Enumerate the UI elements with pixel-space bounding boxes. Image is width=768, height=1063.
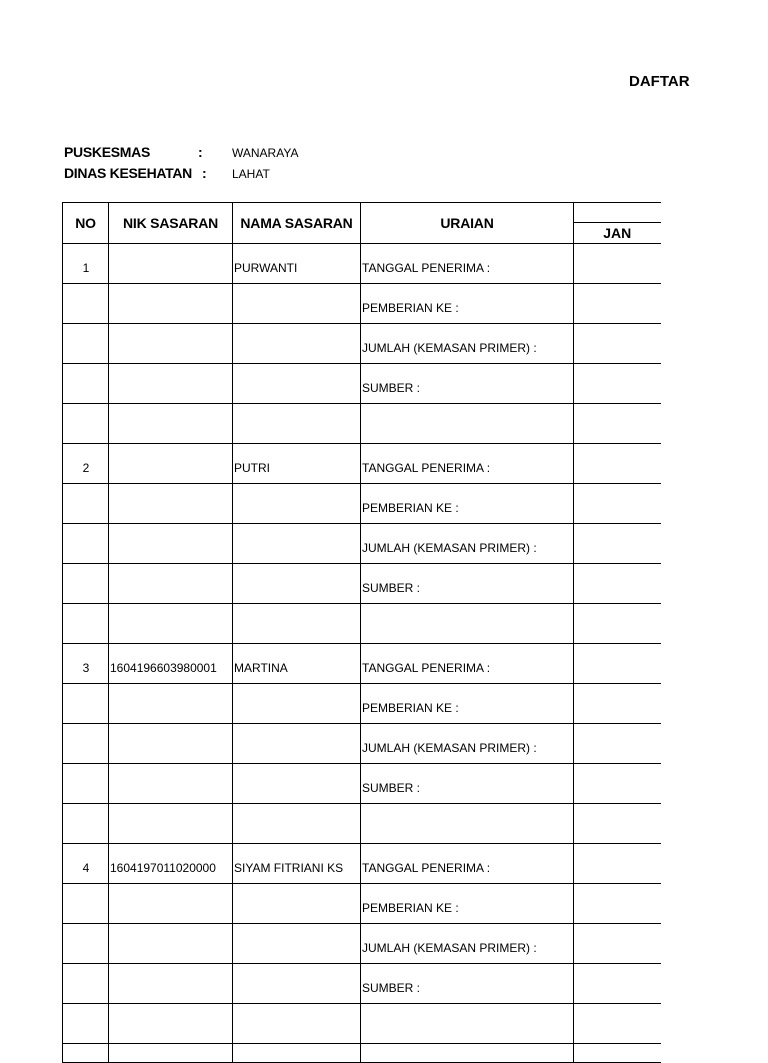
cell-nama-sasaran bbox=[233, 964, 361, 1004]
table-row-record bbox=[63, 844, 661, 884]
cell-uraian: TANGGAL PENERIMA : bbox=[361, 644, 574, 684]
cell-nik-sasaran bbox=[109, 244, 233, 284]
cell-nama-sasaran bbox=[233, 364, 361, 404]
cell-uraian: SUMBER : bbox=[361, 364, 574, 404]
cell-month-jan bbox=[574, 484, 661, 524]
header-month-group bbox=[574, 203, 661, 223]
cell-no bbox=[63, 1004, 109, 1044]
cell-nik-sasaran bbox=[109, 604, 233, 644]
cell-no bbox=[63, 764, 109, 804]
table-row bbox=[63, 604, 661, 644]
cell-nama-sasaran: PURWANTI bbox=[233, 244, 361, 284]
cell-nik-sasaran bbox=[109, 484, 233, 524]
cell-no bbox=[63, 884, 109, 924]
cell-uraian: PEMBERIAN KE : bbox=[361, 684, 574, 724]
dinas-kesehatan-value: LAHAT bbox=[232, 167, 270, 181]
table-row bbox=[63, 524, 661, 564]
header-nama-sasaran: NAMA SASARAN bbox=[233, 203, 361, 244]
cell-no bbox=[63, 364, 109, 404]
cell-no bbox=[63, 1044, 109, 1063]
cell-month-jan bbox=[574, 404, 661, 444]
cell-nik-sasaran bbox=[109, 1004, 233, 1044]
cell-no bbox=[63, 524, 109, 564]
table-row bbox=[63, 884, 661, 924]
cell-month-jan bbox=[574, 444, 661, 484]
cell-month-jan bbox=[574, 604, 661, 644]
cell-no bbox=[63, 964, 109, 1004]
cell-nama-sasaran bbox=[233, 524, 361, 564]
cell-uraian bbox=[361, 1044, 574, 1063]
table-row bbox=[63, 804, 661, 844]
cell-uraian: PEMBERIAN KE : bbox=[361, 284, 574, 324]
table-row bbox=[63, 364, 661, 404]
cell-nik-sasaran bbox=[109, 1044, 233, 1063]
cell-nama-sasaran bbox=[233, 764, 361, 804]
cell-month-jan bbox=[574, 724, 661, 764]
table-row bbox=[63, 964, 661, 1004]
dinas-kesehatan-colon: : bbox=[202, 165, 207, 181]
table-row bbox=[63, 564, 661, 604]
cell-month-jan bbox=[574, 564, 661, 604]
cell-month-jan bbox=[574, 684, 661, 724]
header-uraian: URAIAN bbox=[361, 203, 574, 244]
cell-no bbox=[63, 404, 109, 444]
table-row bbox=[63, 1004, 661, 1044]
header-month-jan: JAN bbox=[574, 223, 661, 244]
table-header-row bbox=[63, 203, 661, 223]
puskesmas-colon: : bbox=[198, 144, 203, 160]
cell-nik-sasaran bbox=[109, 884, 233, 924]
cell-uraian bbox=[361, 604, 574, 644]
cell-no bbox=[63, 324, 109, 364]
cell-nik-sasaran bbox=[109, 964, 233, 1004]
cell-uraian: TANGGAL PENERIMA : bbox=[361, 844, 574, 884]
cell-uraian bbox=[361, 804, 574, 844]
cell-uraian: SUMBER : bbox=[361, 764, 574, 804]
cell-no bbox=[63, 284, 109, 324]
cell-uraian: JUMLAH (KEMASAN PRIMER) : bbox=[361, 724, 574, 764]
cell-nama-sasaran bbox=[233, 1044, 361, 1063]
cell-nama-sasaran bbox=[233, 684, 361, 724]
cell-no bbox=[63, 604, 109, 644]
cell-nik-sasaran bbox=[109, 564, 233, 604]
cell-nama-sasaran bbox=[233, 604, 361, 644]
table-row bbox=[63, 1044, 661, 1063]
header-nik-sasaran: NIK SASARAN bbox=[109, 203, 233, 244]
cell-uraian: SUMBER : bbox=[361, 564, 574, 604]
cell-nama-sasaran: PUTRI bbox=[233, 444, 361, 484]
cell-month-jan bbox=[574, 284, 661, 324]
table-row bbox=[63, 404, 661, 444]
cell-month-jan bbox=[574, 244, 661, 284]
header-no: NO bbox=[63, 203, 109, 244]
cell-no bbox=[63, 724, 109, 764]
cell-no bbox=[63, 484, 109, 524]
table-row bbox=[63, 724, 661, 764]
cell-no: 1 bbox=[63, 244, 109, 284]
cell-nik-sasaran bbox=[109, 444, 233, 484]
cell-nama-sasaran bbox=[233, 284, 361, 324]
cell-no: 3 bbox=[63, 644, 109, 684]
cell-nama-sasaran bbox=[233, 884, 361, 924]
cell-nik-sasaran bbox=[109, 404, 233, 444]
cell-month-jan bbox=[574, 524, 661, 564]
cell-nama-sasaran bbox=[233, 564, 361, 604]
cell-nama-sasaran bbox=[233, 1004, 361, 1044]
cell-uraian: JUMLAH (KEMASAN PRIMER) : bbox=[361, 324, 574, 364]
cell-nik-sasaran bbox=[109, 364, 233, 404]
cell-month-jan bbox=[574, 764, 661, 804]
table-row bbox=[63, 484, 661, 524]
cell-month-jan bbox=[574, 804, 661, 844]
cell-uraian: JUMLAH (KEMASAN PRIMER) : bbox=[361, 924, 574, 964]
cell-uraian: TANGGAL PENERIMA : bbox=[361, 244, 574, 284]
cell-no bbox=[63, 564, 109, 604]
cell-month-jan bbox=[574, 1044, 661, 1063]
cell-nama-sasaran bbox=[233, 924, 361, 964]
puskesmas-value: WANARAYA bbox=[232, 146, 299, 160]
cell-no: 2 bbox=[63, 444, 109, 484]
cell-uraian: SUMBER : bbox=[361, 964, 574, 1004]
table-row bbox=[63, 684, 661, 724]
cell-nama-sasaran bbox=[233, 484, 361, 524]
document-title: DAFTAR bbox=[629, 73, 690, 90]
cell-month-jan bbox=[574, 884, 661, 924]
cell-nik-sasaran bbox=[109, 764, 233, 804]
table-row-record bbox=[63, 444, 661, 484]
cell-month-jan bbox=[574, 364, 661, 404]
cell-nik-sasaran: 1604196603980001 bbox=[109, 644, 233, 684]
cell-month-jan bbox=[574, 324, 661, 364]
cell-nama-sasaran: MARTINA bbox=[233, 644, 361, 684]
puskesmas-label: PUSKESMAS bbox=[64, 144, 150, 160]
cell-nik-sasaran bbox=[109, 284, 233, 324]
cell-nik-sasaran bbox=[109, 684, 233, 724]
cell-month-jan bbox=[574, 924, 661, 964]
cell-uraian: JUMLAH (KEMASAN PRIMER) : bbox=[361, 524, 574, 564]
recipient-table bbox=[62, 202, 661, 1063]
cell-nik-sasaran bbox=[109, 724, 233, 764]
cell-nama-sasaran bbox=[233, 804, 361, 844]
cell-nama-sasaran bbox=[233, 404, 361, 444]
table-row bbox=[63, 324, 661, 364]
cell-uraian bbox=[361, 1004, 574, 1044]
cell-no: 4 bbox=[63, 844, 109, 884]
cell-nama-sasaran bbox=[233, 324, 361, 364]
table-row bbox=[63, 764, 661, 804]
cell-nik-sasaran bbox=[109, 804, 233, 844]
cell-month-jan bbox=[574, 844, 661, 884]
cell-no bbox=[63, 684, 109, 724]
cell-month-jan bbox=[574, 964, 661, 1004]
cell-nik-sasaran bbox=[109, 924, 233, 964]
cell-nama-sasaran bbox=[233, 724, 361, 764]
table-row-record bbox=[63, 644, 661, 684]
cell-uraian bbox=[361, 404, 574, 444]
table-row bbox=[63, 924, 661, 964]
cell-nik-sasaran bbox=[109, 524, 233, 564]
cell-month-jan bbox=[574, 644, 661, 684]
table-row bbox=[63, 284, 661, 324]
cell-nik-sasaran bbox=[109, 324, 233, 364]
cell-uraian: PEMBERIAN KE : bbox=[361, 484, 574, 524]
cell-uraian: TANGGAL PENERIMA : bbox=[361, 444, 574, 484]
cell-no bbox=[63, 804, 109, 844]
cell-nik-sasaran: 1604197011020000 bbox=[109, 844, 233, 884]
table-row-record bbox=[63, 244, 661, 284]
cell-uraian: PEMBERIAN KE : bbox=[361, 884, 574, 924]
cell-month-jan bbox=[574, 1004, 661, 1044]
cell-nama-sasaran: SIYAM FITRIANI KS bbox=[233, 844, 361, 884]
dinas-kesehatan-label: DINAS KESEHATAN bbox=[64, 165, 192, 181]
cell-no bbox=[63, 924, 109, 964]
